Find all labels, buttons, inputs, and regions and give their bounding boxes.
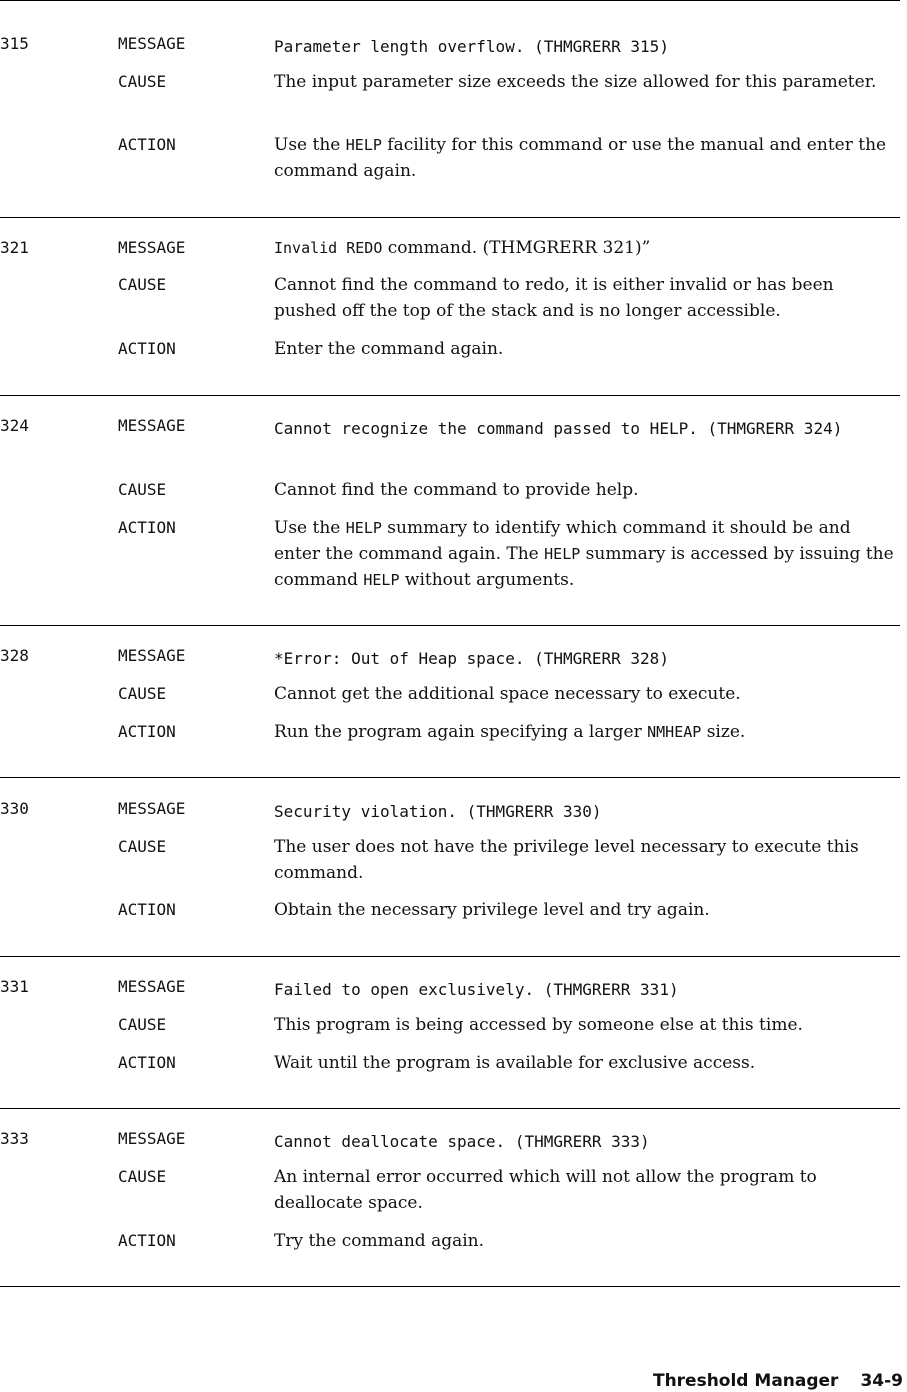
cause-text: Cannot get the additional space necessary to execute. <box>274 684 741 704</box>
message-text: Cannot deallocate space. (THMGRERR 333) <box>274 1132 650 1151</box>
divider <box>0 217 900 218</box>
divider-top <box>0 0 900 1</box>
message-label: MESSAGE <box>118 238 186 257</box>
divider <box>0 395 900 396</box>
message-label: MESSAGE <box>118 977 186 996</box>
cause-label: CAUSE <box>118 684 167 703</box>
cause-label: CAUSE <box>118 837 167 856</box>
error-number: 330 <box>0 799 29 818</box>
action-text: Use the HELP summary to identify which command it should be and enter the command again. The HELP summary is accessed by issuing the command HELP without arguments. <box>274 518 894 590</box>
cause-text: The user does not have the privilege level necessary to execute this command. <box>274 837 859 883</box>
help-command: HELP <box>544 545 581 563</box>
error-number: 331 <box>0 977 29 996</box>
message-label: MESSAGE <box>118 34 186 53</box>
message-text: Security violation. (THMGRERR 330) <box>274 802 602 821</box>
page-footer <box>653 1371 903 1391</box>
message-text: Invalid REDO command. (THMGRERR 321)” <box>274 238 651 258</box>
help-command: HELP <box>363 571 400 589</box>
action-label: ACTION <box>118 135 176 154</box>
divider <box>0 1108 900 1109</box>
error-number: 328 <box>0 646 29 665</box>
action-label: ACTION <box>118 1231 176 1250</box>
message-text: Parameter length overflow. (THMGRERR 315) <box>274 37 669 56</box>
cause-label: CAUSE <box>118 275 167 294</box>
action-text: Obtain the necessary privilege level and try again. <box>274 900 710 920</box>
action-text: Try the command again. <box>274 1231 485 1251</box>
divider <box>0 956 900 957</box>
error-number: 333 <box>0 1129 29 1148</box>
section-title: Threshold Manager <box>652 1371 839 1391</box>
action-text: Use the HELP facility for this command or use the manual and enter the command again. <box>274 135 887 181</box>
help-command: HELP <box>345 136 382 154</box>
action-text: Enter the command again. <box>274 339 504 359</box>
error-number: 324 <box>0 416 29 435</box>
error-number: 321 <box>0 238 29 257</box>
help-command: HELP <box>345 519 382 537</box>
action-text: Run the program again specifying a larger NMHEAP size. <box>274 722 746 742</box>
divider <box>0 777 900 778</box>
cause-text: An internal error occurred which will not allow the program to deallocate space. <box>274 1167 817 1213</box>
cause-text: Cannot find the command to redo, it is either invalid or has been pushed off the top of the stack and is no longer accessible. <box>274 275 834 321</box>
action-label: ACTION <box>118 1053 176 1072</box>
action-label: ACTION <box>118 722 176 741</box>
message-code: Invalid REDO <box>274 239 383 257</box>
cause-label: CAUSE <box>118 1167 167 1186</box>
cause-label: CAUSE <box>118 72 167 91</box>
cause-text: This program is being accessed by someone else at this time. <box>274 1015 803 1035</box>
action-label: ACTION <box>118 339 176 358</box>
message-label: MESSAGE <box>118 416 186 435</box>
error-number: 315 <box>0 34 29 53</box>
message-text: Cannot recognize the command passed to HELP. (THMGRERR 324) <box>274 419 843 438</box>
message-text: *Error: Out of Heap space. (THMGRERR 328) <box>274 649 669 668</box>
cause-label: CAUSE <box>118 480 167 499</box>
cause-text: Cannot find the command to provide help. <box>274 480 639 500</box>
divider <box>0 625 900 626</box>
message-label: MESSAGE <box>118 1129 186 1148</box>
page-number: 34-9 <box>860 1371 903 1391</box>
cause-text: The input parameter size exceeds the size allowed for this parameter. <box>274 72 877 92</box>
message-label: MESSAGE <box>118 799 186 818</box>
action-text: Wait until the program is available for exclusive access. <box>274 1053 756 1073</box>
cause-label: CAUSE <box>118 1015 167 1034</box>
nmheap-param: NMHEAP <box>647 723 702 741</box>
message-text: Failed to open exclusively. (THMGRERR 331) <box>274 980 679 999</box>
divider-bottom <box>0 1286 900 1287</box>
action-label: ACTION <box>118 900 176 919</box>
message-label: MESSAGE <box>118 646 186 665</box>
action-label: ACTION <box>118 518 176 537</box>
